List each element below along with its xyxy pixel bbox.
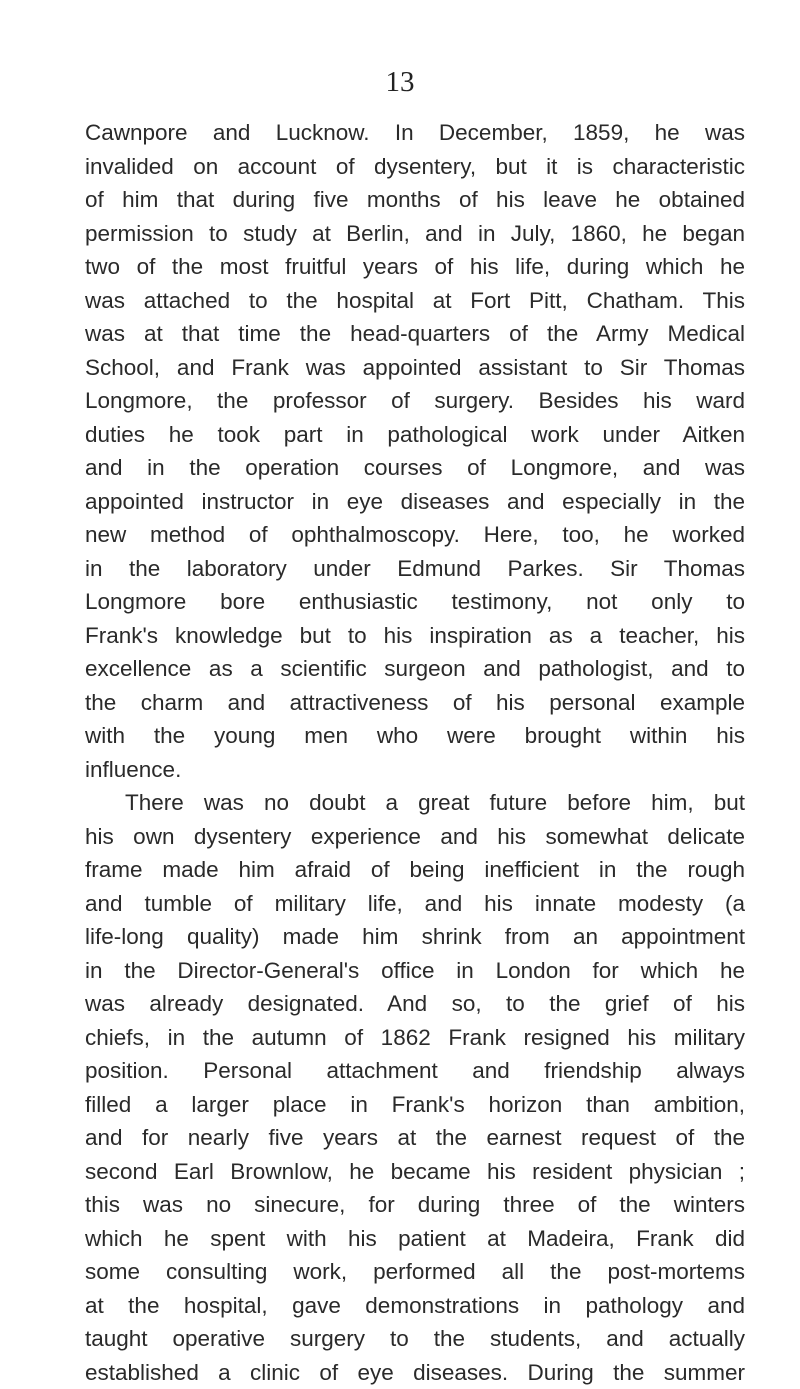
text-line: at the hospital, gave demonstrations in pathology and (85, 1289, 745, 1323)
text-line: There was no doubt a great future before him, but (85, 786, 745, 820)
text-line: invalided on account of dysentery, but it is characteristic (85, 150, 745, 184)
text-line: influence. (85, 753, 745, 787)
text-line: established a clinic of eye diseases. During the summer (85, 1356, 745, 1389)
text-line: the charm and attractiveness of his personal example (85, 686, 745, 720)
text-line: frame made him afraid of being inefficient in the rough (85, 853, 745, 887)
text-line: of him that during five months of his leave he obtained (85, 183, 745, 217)
text-line: and for nearly five years at the earnest request of the (85, 1121, 745, 1155)
text-line: and in the operation courses of Longmore, and was (85, 451, 745, 485)
text-line: permission to study at Berlin, and in July, 1860, he began (85, 217, 745, 251)
text-line: some consulting work, performed all the post-mortems (85, 1255, 745, 1289)
text-line: life-long quality) made him shrink from an appointment (85, 920, 745, 954)
text-line: was already designated. And so, to the grief of his (85, 987, 745, 1021)
text-line: excellence as a scientific surgeon and pathologist, and to (85, 652, 745, 686)
text-line: this was no sinecure, for during three of the winters (85, 1188, 745, 1222)
text-line: was at that time the head-quarters of the Army Medical (85, 317, 745, 351)
paragraph (85, 116, 745, 786)
text-line: two of the most fruitful years of his life, during which he (85, 250, 745, 284)
text-line: which he spent with his patient at Madeira, Frank did (85, 1222, 745, 1256)
text-line: Longmore bore enthusiastic testimony, not only to (85, 585, 745, 619)
text-line: his own dysentery experience and his somewhat delicate (85, 820, 745, 854)
text-line: in the laboratory under Edmund Parkes. Sir Thomas (85, 552, 745, 586)
text-line: filled a larger place in Frank's horizon than ambition, (85, 1088, 745, 1122)
paragraph (85, 786, 745, 1389)
text-line: School, and Frank was appointed assistant to Sir Thomas (85, 351, 745, 385)
text-line: new method of ophthalmoscopy. Here, too, he worked (85, 518, 745, 552)
text-line: appointed instructor in eye diseases and especially in the (85, 485, 745, 519)
text-line: Frank's knowledge but to his inspiration as a teacher, his (85, 619, 745, 653)
text-line: taught operative surgery to the students, and actually (85, 1322, 745, 1356)
page-number: 13 (0, 68, 800, 97)
text-line: and tumble of military life, and his innate modesty (a (85, 887, 745, 921)
text-line: with the young men who were brought within his (85, 719, 745, 753)
text-line: Longmore, the professor of surgery. Besides his ward (85, 384, 745, 418)
text-line: was attached to the hospital at Fort Pitt, Chatham. This (85, 284, 745, 318)
text-line: chiefs, in the autumn of 1862 Frank resigned his military (85, 1021, 745, 1055)
text-line: second Earl Brownlow, he became his resident physician ; (85, 1155, 745, 1189)
body-text (85, 116, 745, 1389)
text-line: duties he took part in pathological work under Aitken (85, 418, 745, 452)
text-line: position. Personal attachment and friendship always (85, 1054, 745, 1088)
text-line: Cawnpore and Lucknow. In December, 1859, he was (85, 116, 745, 150)
text-line: in the Director-General's office in London for which he (85, 954, 745, 988)
